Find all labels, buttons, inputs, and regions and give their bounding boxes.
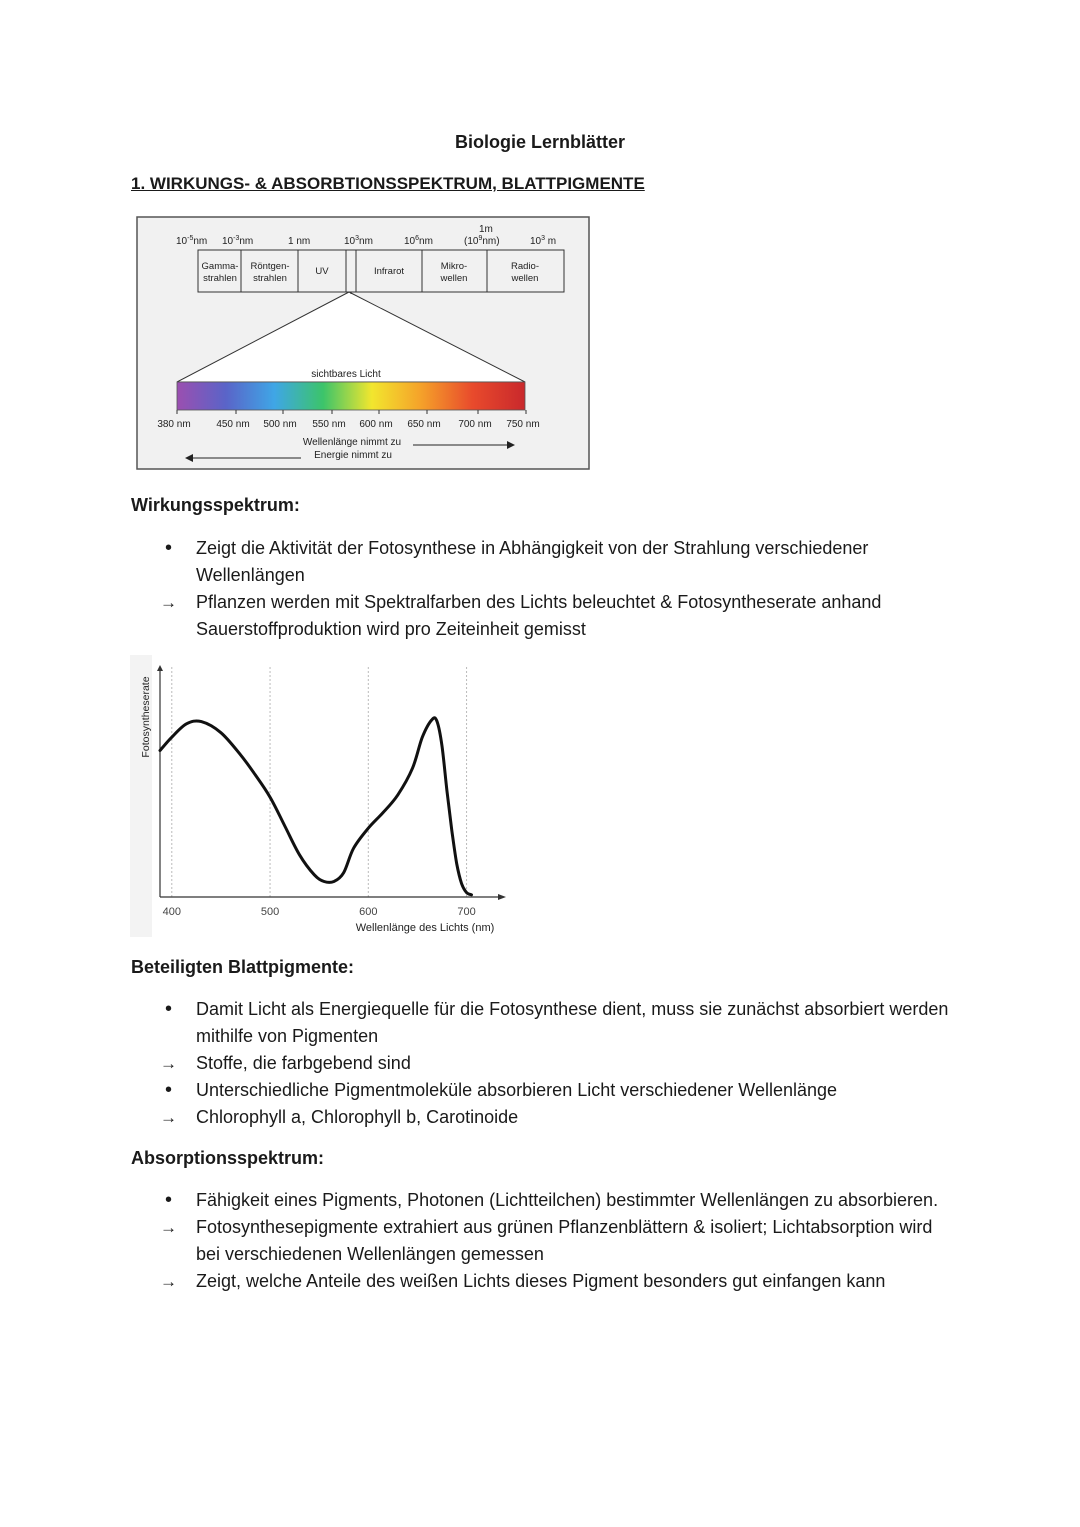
list-item-text: Stoffe, die farbgebend sind <box>196 1053 411 1073</box>
band-radio-line1: Radio- <box>511 261 539 272</box>
scale-label-2: $10^{-3}nm$ <box>222 235 254 247</box>
action-spectrum-chart <box>130 655 510 937</box>
list-item <box>160 535 960 589</box>
list-item-text: Pflanzen werden mit Spektralfarben des Lichts beleuchtet & Fotosyntheserate anhand Sauerstoffproduktion wird pro Zeiteinheit gemisst <box>196 592 882 639</box>
list-item <box>160 1104 960 1131</box>
arrow-marker: → <box>160 1108 177 1127</box>
scale-label-5: $10^6nm$ <box>404 235 433 247</box>
band-micro-line2: wellen <box>440 273 468 284</box>
list-item <box>160 1050 960 1077</box>
section-heading: 1. WIRKUNGS- & ABSORBTIONSSPEKTRUM, BLATTPIGMENTE <box>131 174 645 193</box>
wirkungsspektrum-heading: Wirkungsspektrum: <box>131 495 300 515</box>
list-item-text: Zeigt die Aktivität der Fotosynthese in Abhängigkeit von der Strahlung verschiedener Wellenlängen <box>196 538 869 585</box>
arrow-marker: → <box>160 1218 177 1237</box>
list-item-text: Damit Licht als Energiequelle für die Fotosynthese dient, muss sie zunächst absorbiert werden mithilfe von Pigmenten <box>196 999 949 1046</box>
band-gamma-line1: Gamma- <box>201 261 239 272</box>
nm-tick-label: 600 nm <box>359 419 393 430</box>
list-item <box>160 996 960 1050</box>
nm-tick-label: 650 nm <box>407 419 441 430</box>
y-axis-label: Fotosyntheserate <box>140 676 152 758</box>
nm-tick-label: 750 nm <box>506 419 540 430</box>
x-tick-label: 500 <box>260 906 280 918</box>
scale-label-3: 1 nm <box>288 236 311 247</box>
list-item <box>160 1268 960 1295</box>
nm-tick-label: 450 nm <box>216 419 250 430</box>
band-radio-line2: wellen <box>511 273 539 284</box>
list-item-text: Fotosynthesepigmente extrahiert aus grünen Pflanzenblättern & isoliert; Lichtabsorption wird bei verschiedenen Wellenlängen gemessen <box>196 1217 933 1264</box>
band-xray-line2: strahlen <box>253 273 287 284</box>
band-ir: Infrarot <box>373 266 405 277</box>
list-item-text: Chlorophyll a, Chlorophyll b, Carotinoide <box>196 1107 519 1127</box>
nm-tick-label: 500 nm <box>263 419 297 430</box>
scale-label-6-top: 1m <box>479 224 493 235</box>
list-item-text: Zeigt, welche Anteile des weißen Lichts dieses Pigment besonders gut einfangen kann <box>196 1271 886 1291</box>
wirkungsspektrum-list <box>160 535 960 643</box>
energy-increases-label: Energie nimmt zu <box>314 450 392 461</box>
bullet-marker: • <box>165 537 173 559</box>
list-item <box>160 589 960 643</box>
em-spectrum-figure <box>136 216 590 470</box>
x-axis-label: Wellenlänge des Lichts (nm) <box>355 922 495 934</box>
scale-label-7: $10^3$ m <box>530 235 557 247</box>
document-title: Biologie Lernblätter <box>454 132 625 152</box>
x-tick-label: 700 <box>457 906 476 918</box>
list-item <box>160 1077 960 1104</box>
list-item <box>160 1187 960 1214</box>
scale-label-4: $10^3nm$ <box>344 235 373 247</box>
blattpigmente-heading: Beteiligten Blattpigmente: <box>131 957 355 977</box>
list-item-text: Unterschiedliche Pigmentmoleküle absorbieren Licht verschiedener Wellenlänge <box>196 1080 838 1100</box>
band-uv: UV <box>315 266 329 277</box>
band-gamma-line2: strahlen <box>203 273 237 284</box>
list-item-text: Fähigkeit eines Pigments, Photonen (Lichtteilchen) bestimmter Wellenlängen zu absorbieren. <box>196 1190 939 1210</box>
bullet-marker: • <box>165 1189 173 1211</box>
scale-label-6: $(10^9nm)$ <box>464 235 500 247</box>
absorptionsspektrum-list <box>160 1187 960 1295</box>
nm-tick-label: 550 nm <box>312 419 346 430</box>
arrow-marker: → <box>160 593 177 612</box>
wavelength-increases-label: Wellenlänge nimmt zu <box>302 437 402 448</box>
visible-rainbow-bar <box>177 382 525 410</box>
absorptionsspektrum-heading: Absorptionsspektrum: <box>131 1148 325 1168</box>
nm-tick-label: 700 nm <box>458 419 492 430</box>
scale-label-1: $10^{-5}nm$ <box>176 235 208 247</box>
band-micro-line1: Mikro- <box>440 261 468 272</box>
bullet-marker: • <box>165 998 173 1020</box>
band-xray-line1: Röntgen- <box>250 261 290 272</box>
list-item <box>160 1214 960 1268</box>
x-tick-label: 600 <box>359 906 378 918</box>
blattpigmente-list <box>160 996 960 1131</box>
bullet-marker: • <box>165 1079 173 1101</box>
x-tick-label: 400 <box>162 906 181 918</box>
arrow-marker: → <box>160 1054 177 1073</box>
arrow-marker: → <box>160 1272 177 1291</box>
nm-tick-label: 380 nm <box>157 419 191 430</box>
visible-light-label: sichtbares Licht <box>311 369 381 380</box>
